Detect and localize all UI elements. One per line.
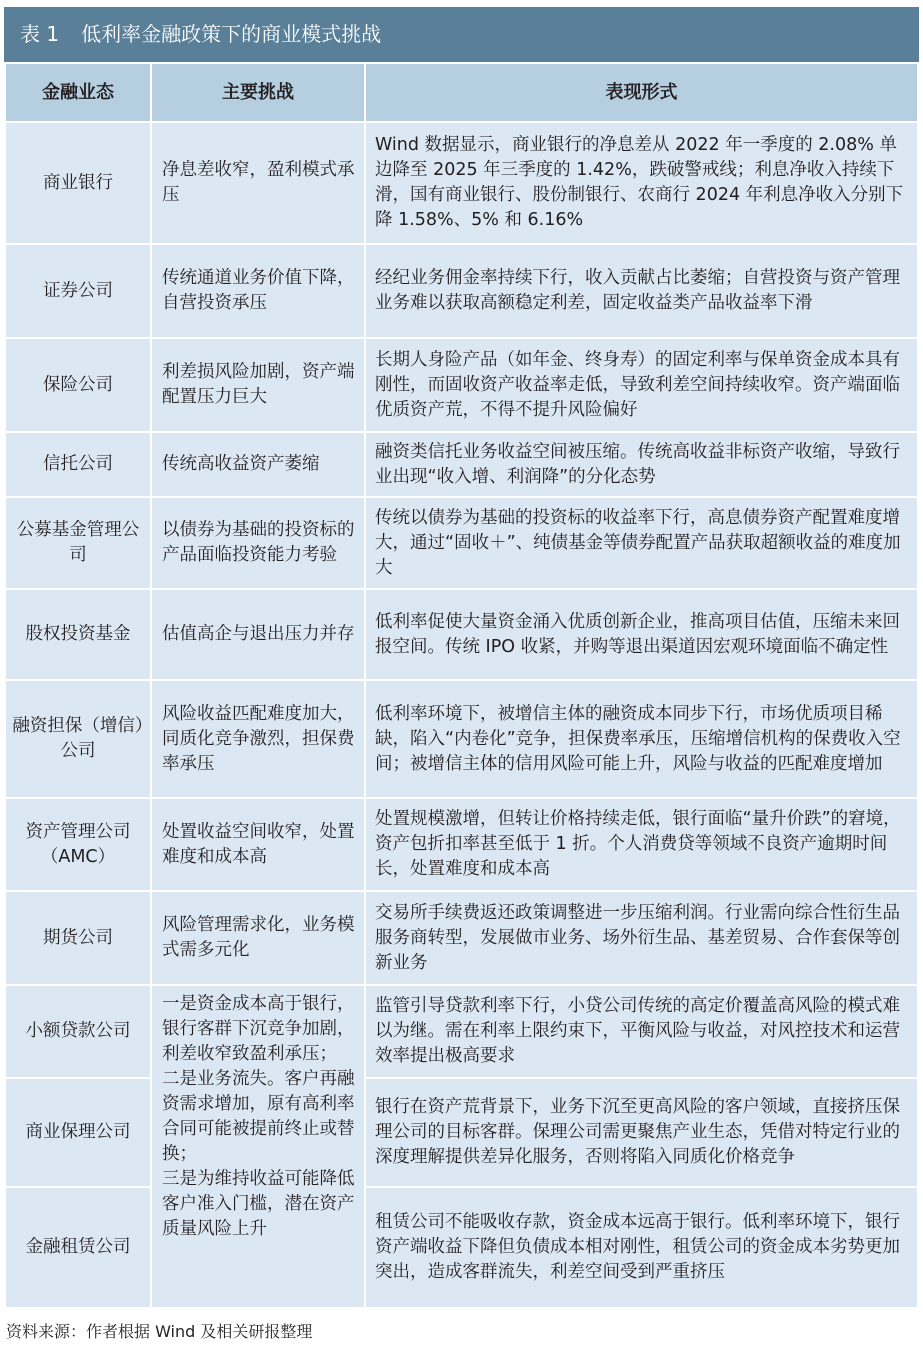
row-type-cell: 公募基金管理公司	[6, 498, 150, 588]
row-type-cell: 证券公司	[6, 245, 150, 337]
row-type-cell: 融资担保（增信）公司	[6, 681, 150, 797]
row-challenge-cell: 利差损风险加剧，资产端配置压力巨大	[152, 339, 364, 431]
row-type-cell: 商业银行	[6, 123, 150, 243]
row-form-cell: 交易所手续费返还政策调整进一步压缩利润。行业需向综合性衍生品服务商转型，发展做市业务、场外衍生品、基差贸易、合作套保等创新业务	[366, 892, 917, 984]
column-header-type: 金融业态	[6, 64, 150, 121]
shared-challenge-point: 三是为维持收益可能降低客户准入门槛，潜在资产质量风险上升	[162, 1169, 355, 1239]
row-challenge-cell: 传统高收益资产萎缩	[152, 433, 364, 496]
row-form-cell: 监管引导贷款利率下行，小贷公司传统的高定价覆盖高风险的模式难以为继。需在利率上限约束下，平衡风险与收益，对风控技术和运营效率提出极高要求	[366, 986, 917, 1077]
row-form-cell: Wind 数据显示，商业银行的净息差从 2022 年一季度的 2.08% 单边降至 2025 年三季度的 1.42%，跌破警戒线；利息净收入持续下滑，国有商业银行、股份制银行、农商行 2024 年利息净收入分别下降 1.58%、5% 和 6.16%	[366, 123, 917, 243]
row-challenge-cell: 风险管理需求化，业务模式需多元化	[152, 892, 364, 984]
row-type-cell: 信托公司	[6, 433, 150, 496]
row-challenge-cell: 风险收益匹配难度加大，同质化竞争激烈，担保费率承压	[152, 681, 364, 797]
row-form-cell: 处置规模激增，但转让价格持续走低，银行面临“量升价跌”的窘境，资产包折扣率甚至低于 1 折。个人消费贷等领域不良资产逾期时间长，处置难度和成本高	[366, 799, 917, 890]
shared-challenge-cell	[152, 986, 364, 1307]
row-type-cell: 商业保理公司	[6, 1079, 150, 1186]
row-type-cell: 金融租赁公司	[6, 1188, 150, 1307]
row-type-cell: 小额贷款公司	[6, 986, 150, 1077]
row-challenge-cell: 估值高企与退出压力并存	[152, 590, 364, 679]
row-type-cell: 期货公司	[6, 892, 150, 984]
row-type-cell: 保险公司	[6, 339, 150, 431]
row-form-cell: 长期人身险产品（如年金、终身寿）的固定利率与保单资金成本具有刚性，而固收资产收益率走低，导致利差空间持续收窄。资产端面临优质资产荒，不得不提升风险偏好	[366, 339, 917, 431]
column-header-challenge: 主要挑战	[152, 64, 364, 121]
table-title-bar	[4, 7, 919, 62]
source-note: 资料来源：作者根据 Wind 及相关研报整理	[6, 1322, 313, 1341]
row-challenge-cell: 传统通道业务价值下降，自营投资承压	[152, 245, 364, 337]
table-title: 低利率金融政策下的商业模式挑战	[81, 22, 382, 46]
row-challenge-cell: 处置收益空间收窄，处置难度和成本高	[152, 799, 364, 890]
row-type-cell: 股权投资基金	[6, 590, 150, 679]
row-form-cell: 低利率促使大量资金涌入优质创新企业，推高项目估值，压缩未来回报空间。传统 IPO 收紧，并购等退出渠道因宏观环境面临不确定性	[366, 590, 917, 679]
challenge-table	[6, 64, 917, 1309]
row-form-cell: 融资类信托业务收益空间被压缩。传统高收益非标资产收缩，导致行业出现“收入增、利润降”的分化态势	[366, 433, 917, 496]
row-form-cell: 传统以债券为基础的投资标的收益率下行，高息债券资产配置难度增大，通过“固收＋”、纯债基金等债券配置产品获取超额收益的难度加大	[366, 498, 917, 588]
row-type-cell: 资产管理公司（AMC）	[6, 799, 150, 890]
row-form-cell: 银行在资产荒背景下，业务下沉至更高风险的客户领域，直接挤压保理公司的目标客群。保理公司需更聚焦产业生态，凭借对特定行业的深度理解提供差异化服务，否则将陷入同质化价格竞争	[366, 1079, 917, 1186]
row-challenge-cell: 以债券为基础的投资标的产品面临投资能力考验	[152, 498, 364, 588]
row-form-cell: 低利率环境下，被增信主体的融资成本同步下行，市场优质项目稀缺，陷入“内卷化”竞争，担保费率承压，压缩增信机构的保费收入空间；被增信主体的信用风险可能上升，风险与收益的匹配难度增加	[366, 681, 917, 797]
shared-challenge-point: 二是业务流失。客户再融资需求增加，原有高利率合同可能被提前终止或替换；	[162, 1069, 355, 1164]
row-form-cell: 租赁公司不能吸收存款，资金成本远高于银行。低利率环境下，银行资产端收益下降但负债成本相对刚性，租赁公司的资金成本劣势更加突出，造成客群流失，利差空间受到严重挤压	[366, 1188, 917, 1307]
table-number: 表 1	[20, 22, 60, 46]
column-header-form: 表现形式	[366, 64, 917, 121]
shared-challenge-point: 一是资金成本高于银行，银行客群下沉竞争加剧，利差收窄致盈利承压；	[162, 994, 355, 1064]
row-challenge-cell: 净息差收窄，盈利模式承压	[152, 123, 364, 243]
row-form-cell: 经纪业务佣金率持续下行，收入贡献占比萎缩；自营投资与资产管理业务难以获取高额稳定利差，固定收益类产品收益率下滑	[366, 245, 917, 337]
